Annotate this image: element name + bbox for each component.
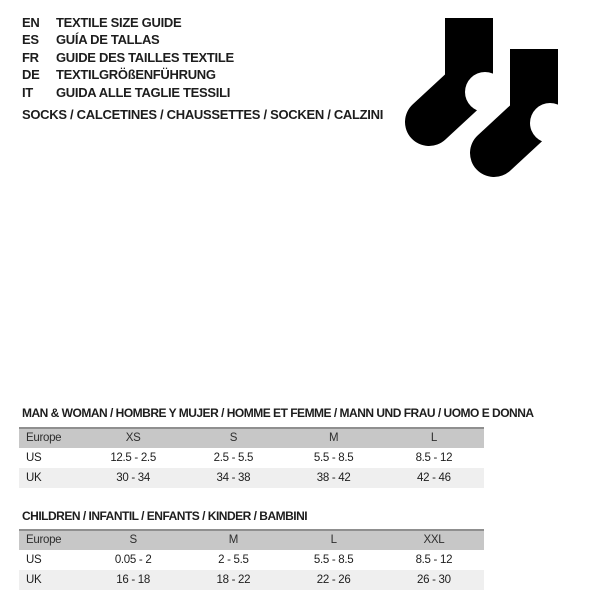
column-header-europe: Europe (26, 432, 62, 444)
size-cell: 2.5 - 5.5 (213, 452, 254, 464)
size-cell: 18 - 22 (216, 574, 251, 586)
language-row (22, 31, 234, 48)
column-header-size: XXL (423, 534, 445, 546)
column-header-size: S (229, 432, 238, 444)
language-code: DE (22, 67, 40, 83)
column-header-size: M (328, 432, 339, 444)
adult-table-title: MAN & WOMAN / HOMBRE Y MUJER / HOMME ET FEMME / MANN UND FRAU / UOMO E DONNA (22, 406, 534, 420)
adult-size-table (19, 427, 484, 488)
language-label: TEXTILE SIZE GUIDE (56, 15, 182, 30)
column-header-size: M (228, 534, 239, 546)
size-cell: 34 - 38 (216, 472, 251, 484)
size-cell: 0.05 - 2 (114, 554, 152, 566)
size-cell: 30 - 34 (116, 472, 150, 484)
sock-back (429, 18, 505, 122)
column-header-size: S (129, 534, 137, 546)
size-cell: 42 - 46 (417, 472, 451, 484)
size-cell: 2 - 5.5 (218, 554, 249, 566)
table-row-us (19, 448, 484, 468)
sock-front (494, 49, 570, 153)
size-cell: 22 - 26 (316, 574, 351, 586)
row-label: US (26, 554, 42, 566)
column-header-size: XS (125, 432, 141, 444)
size-cell: 8.5 - 12 (415, 554, 453, 566)
language-label: GUIDA ALLE TAGLIE TESSILI (56, 84, 231, 100)
size-cell: 38 - 42 (316, 472, 351, 484)
language-label: GUÍA DE TALLAS (56, 32, 160, 48)
table-row-uk (19, 468, 484, 488)
row-label: UK (26, 574, 42, 586)
language-row (22, 66, 234, 83)
size-cell: 5.5 - 8.5 (313, 554, 354, 566)
table-row-uk (19, 570, 484, 590)
language-code: EN (22, 15, 40, 30)
category-line: SOCKS / CALCETINES / CHAUSSETTES / SOCKEN / CALZINI (22, 107, 384, 122)
children-table-title: CHILDREN / INFANTIL / ENFANTS / KINDER / BAMBINI (22, 509, 308, 523)
language-code: ES (22, 32, 39, 48)
table-row-us (19, 550, 484, 570)
size-cell: 26 - 30 (417, 574, 451, 586)
children-size-table (19, 529, 484, 590)
size-cell: 12.5 - 2.5 (110, 452, 156, 464)
language-code: IT (22, 84, 33, 100)
size-cell: 16 - 18 (116, 574, 150, 586)
language-row (22, 14, 234, 31)
socks-icon (405, 14, 570, 179)
language-label: GUIDE DES TAILLES TEXTILE (56, 49, 234, 65)
language-list (22, 14, 234, 101)
language-label: TEXTILGRÖßENFÜHRUNG (56, 67, 216, 83)
row-label: UK (26, 472, 42, 484)
size-cell: 5.5 - 8.5 (313, 452, 354, 464)
language-code: FR (22, 49, 39, 65)
column-header-size: L (330, 534, 337, 546)
size-cell: 8.5 - 12 (415, 452, 453, 464)
table-header-row (19, 529, 484, 550)
row-label: US (26, 452, 42, 464)
language-row (22, 49, 234, 66)
table-header-row (19, 427, 484, 448)
language-row (22, 84, 234, 101)
column-header-europe: Europe (26, 534, 62, 546)
column-header-size: L (430, 432, 437, 444)
